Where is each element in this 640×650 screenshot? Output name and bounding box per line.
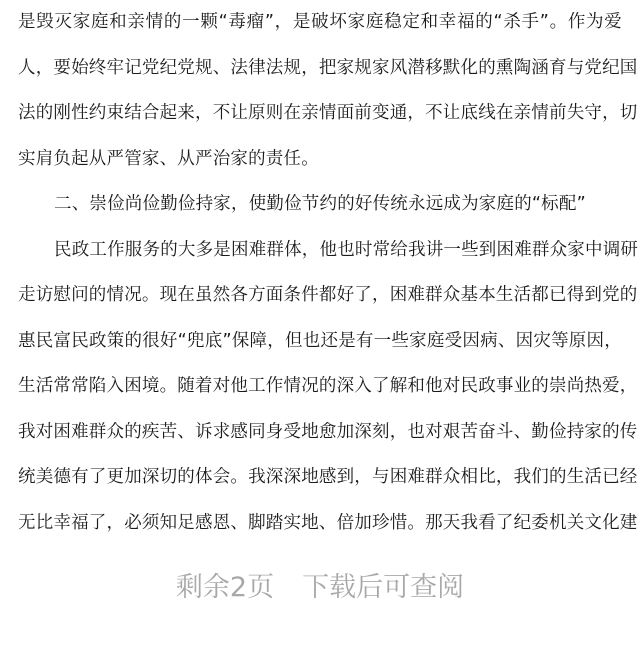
paragraph-line: 是毁灭家庭和亲情的一颗“毒瘤”，是破坏家庭稳定和幸福的“杀手”。作为爱	[18, 12, 622, 32]
paragraph-line: 惠民富民政策的很好“兜底”保障，但也还是有一些家庭受因病、因灾等原因，	[18, 330, 622, 351]
paragraph-line: 民政工作服务的大多是困难群体，他也时常给我讲一些到困难群众家中调研	[54, 239, 639, 260]
paragraph-line: 生活常常陷入困境。随着对他工作情况的深入了解和他对民政事业的崇尚热爱，	[18, 376, 638, 396]
paragraph-line: 走访慰问的情况。现在虽然各方面条件都好了，困难群众基本生活都已得到党的	[18, 285, 638, 305]
download-to-read-more-button[interactable]	[0, 560, 640, 616]
section-heading: 二、崇俭尚俭勤俭持家，使勤俭节约的好传统永远成为家庭的“标配”	[54, 194, 586, 214]
paragraph-line: 法的刚性约束结合起来，不让原则在亲情面前变通，不让底线在亲情前失守，切	[18, 103, 638, 123]
paragraph-line: 实肩负起从严管家、从严治家的责任。	[18, 148, 319, 169]
paragraph-line: 我对困难群众的疾苦、诉求感同身受地愈加深刻，也对艰苦奋斗、勤俭持家的传	[18, 421, 638, 442]
document-body	[18, 0, 639, 546]
remaining-pages-label: 剩余2页	[175, 572, 275, 603]
paragraph-line: 统美德有了更加深切的体会。我深深地感到，与困难群众相比，我们的生活已经	[18, 467, 638, 487]
paragraph-line: 无比幸福了，必须知足感恩、脚踏实地、倍加珍惜。那天我看了纪委机关文化建	[18, 512, 638, 533]
download-prompt-label: 下载后可查阅	[302, 572, 465, 603]
paragraph-line: 人，要始终牢记党纪党规、法律法规，把家规家风潜移默化的熏陶涵育与党纪国	[18, 57, 638, 78]
